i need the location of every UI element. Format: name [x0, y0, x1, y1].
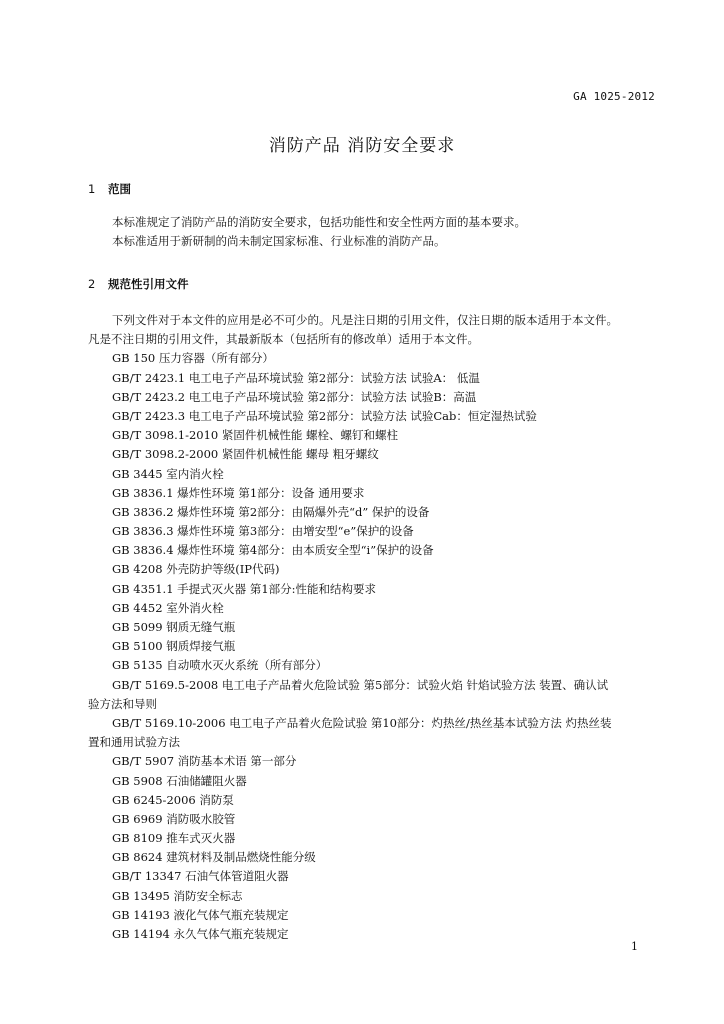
reference-item: GB 14194 永久气体气瓶充装规定: [112, 927, 289, 941]
reference-item-continuation: 验方法和导则: [88, 696, 157, 711]
reference-item: GB 4208 外壳防护等级(IP代码): [112, 562, 280, 577]
reference-item: GB 3836.3 爆炸性环境 第3部分：由增安型“e”保护的设备: [112, 524, 414, 539]
reference-item: GB/T 13347 石油气体管道阻火器: [112, 869, 289, 884]
reference-item: GB 4452 室外消火栓: [112, 600, 224, 615]
reference-item: GB 6969 消防吸水胶管: [112, 811, 236, 826]
body-line: 本标准规定了消防产品的消防安全要求，包括功能性和安全性两方面的基本要求。: [112, 215, 526, 229]
section-number: 1: [88, 182, 96, 196]
reference-item: GB 8624 建筑材料及制品燃烧性能分级: [112, 850, 316, 865]
intro-line: 下列文件对于本文件的应用是必不可少的。凡是注日期的引用文件，仅注日期的版本适用于本文件。: [112, 313, 618, 327]
reference-item: GB 3445 室内消火栓: [112, 466, 224, 481]
reference-item: GB/T 3098.1-2010 紧固件机械性能 螺栓、螺钉和螺柱: [112, 428, 399, 443]
page-number: 1: [631, 940, 638, 953]
reference-item: GB 8109 推车式灭火器: [112, 831, 236, 846]
section-2-body: [88, 311, 658, 944]
reference-item: GB 13495 消防安全标志: [112, 888, 243, 903]
reference-item: GB/T 5169.5-2008 电工电子产品着火危险试验 第5部分：试验火焰 针焰试验方法 装置、确认试: [112, 677, 609, 692]
section-1-heading: [88, 181, 131, 197]
reference-item: GB 5099 钢质无缝气瓶: [112, 620, 236, 634]
reference-item: GB/T 5169.10-2006 电工电子产品着火危险试验 第10部分：灼热丝/热丝基本试验方法 灼热丝装: [112, 715, 612, 730]
reference-item: GB/T 5907 消防基本术语 第一部分: [112, 754, 297, 769]
reference-item: GB/T 2423.3 电工电子产品环境试验 第2部分：试验方法 试验Cab：恒定湿热试验: [112, 408, 537, 423]
reference-item: GB/T 2423.1 电工电子产品环境试验 第2部分：试验方法 试验A： 低温: [112, 370, 480, 385]
reference-item: GB 5908 石油储罐阻火器: [112, 773, 247, 788]
reference-item-continuation: 置和通用试验方法: [88, 735, 180, 750]
reference-item: GB 5135 自动喷水灭火系统（所有部分）: [112, 658, 328, 673]
reference-item: GB 5100 钢质焊接气瓶: [112, 639, 236, 654]
reference-item: GB 6245-2006 消防泵: [112, 792, 234, 807]
section-title: 范围: [108, 182, 131, 196]
section-1-body: [88, 213, 658, 251]
document-title: 消防产品 消防安全要求: [268, 136, 456, 156]
reference-item: GB 3836.2 爆炸性环境 第2部分：由隔爆外壳“d” 保护的设备: [112, 504, 430, 519]
section-number: 2: [88, 277, 96, 291]
reference-item: GB 14193 液化气体气瓶充装规定: [112, 907, 289, 922]
section-2-heading: [88, 276, 189, 292]
intro-line: 凡是不注日期的引用文件，其最新版本（包括所有的修改单）适用于本文件。: [88, 332, 479, 347]
body-line: 本标准适用于新研制的尚未制定国家标准、行业标准的消防产品。: [112, 234, 446, 249]
section-title: 规范性引用文件: [108, 277, 189, 291]
reference-item: GB 4351.1 手提式灭火器 第1部分:性能和结构要求: [112, 581, 377, 596]
reference-item: GB/T 2423.2 电工电子产品环境试验 第2部分：试验方法 试验B：高温: [112, 389, 477, 404]
reference-item: GB/T 3098.2-2000 紧固件机械性能 螺母 粗牙螺纹: [112, 447, 379, 462]
reference-item: GB 3836.4 爆炸性环境 第4部分：由本质安全型“i”保护的设备: [112, 543, 434, 558]
reference-item: GB 150 压力容器（所有部分）: [112, 351, 274, 366]
standard-code: GA 1025-2012: [573, 90, 655, 103]
reference-item: GB 3836.1 爆炸性环境 第1部分：设备 通用要求: [112, 485, 365, 500]
